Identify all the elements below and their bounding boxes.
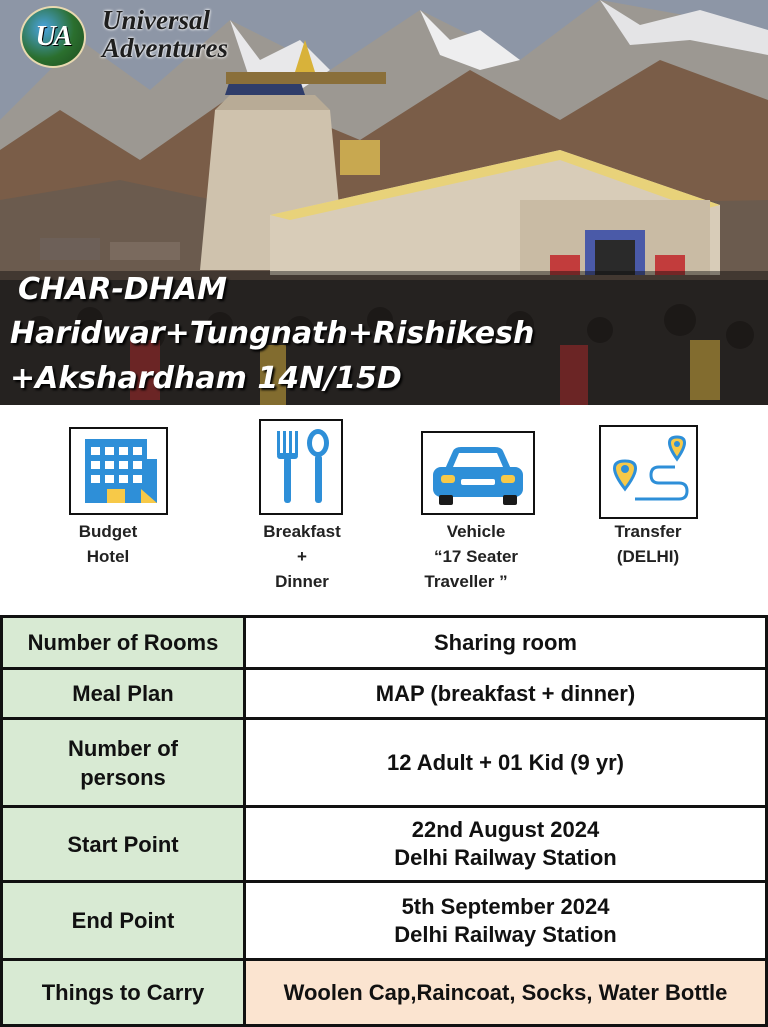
car-icon: [421, 431, 535, 515]
brand-name-line2: Adventures: [102, 33, 229, 63]
rooms-label: Number of Rooms: [2, 617, 245, 669]
hotel-icon: [69, 427, 168, 515]
trip-details-table: [0, 615, 768, 1027]
table-row-meal-plan: [2, 669, 767, 719]
table-row-rooms: [2, 617, 767, 669]
start-point-label: Start Point: [2, 807, 245, 882]
things-to-carry-value: Woolen Cap,Raincoat, Socks, Water Bottle: [245, 960, 767, 1026]
brand-logo[interactable]: [20, 4, 270, 68]
tour-title: CHAR-DHAM: [18, 272, 227, 307]
start-location: Delhi Railway Station: [394, 845, 617, 870]
table-row-end-point: [2, 882, 767, 960]
table-row-start-point: [2, 807, 767, 882]
end-point-value: [245, 882, 767, 960]
feature-meals-label: Breakfast + Dinner: [263, 522, 341, 591]
brand-name: [102, 6, 228, 62]
things-to-carry-label: Things to Carry: [2, 960, 245, 1026]
feature-transfer-label: Transfer (DELHI): [614, 522, 682, 566]
end-point-label: End Point: [2, 882, 245, 960]
table-row-things-to-carry: [2, 960, 767, 1026]
tour-route: Haridwar+Tungnath+Rishikesh: [10, 316, 535, 351]
tour-duration: +Akshardham 14N/15D: [10, 361, 402, 396]
rooms-value: Sharing room: [245, 617, 767, 669]
end-date: 5th September 2024: [401, 893, 610, 919]
feature-vehicle-label: Vehicle “17 Seater Traveller ”: [424, 522, 519, 591]
persons-value: 12 Adult + 01 Kid (9 yr): [245, 719, 767, 807]
brand-badge-text: UA: [35, 21, 71, 52]
meal-plan-value: MAP (breakfast + dinner): [245, 669, 767, 719]
start-date: 22nd August 2024: [411, 817, 600, 842]
brand-badge-icon: [20, 6, 86, 68]
persons-label: Number of persons: [2, 719, 245, 807]
fork-spoon-icon: [259, 419, 343, 515]
meal-plan-label: Meal Plan: [2, 669, 245, 719]
hero-banner: [0, 0, 768, 405]
start-point-value: [245, 807, 767, 882]
brand-name-line1: Universal: [102, 5, 210, 35]
feature-hotel-label: Budget Hotel: [78, 522, 138, 566]
route-pin-icon: [599, 425, 698, 519]
inclusions-section: [0, 405, 768, 615]
end-location: Delhi Railway Station: [394, 921, 617, 947]
table-row-persons: [2, 719, 767, 807]
